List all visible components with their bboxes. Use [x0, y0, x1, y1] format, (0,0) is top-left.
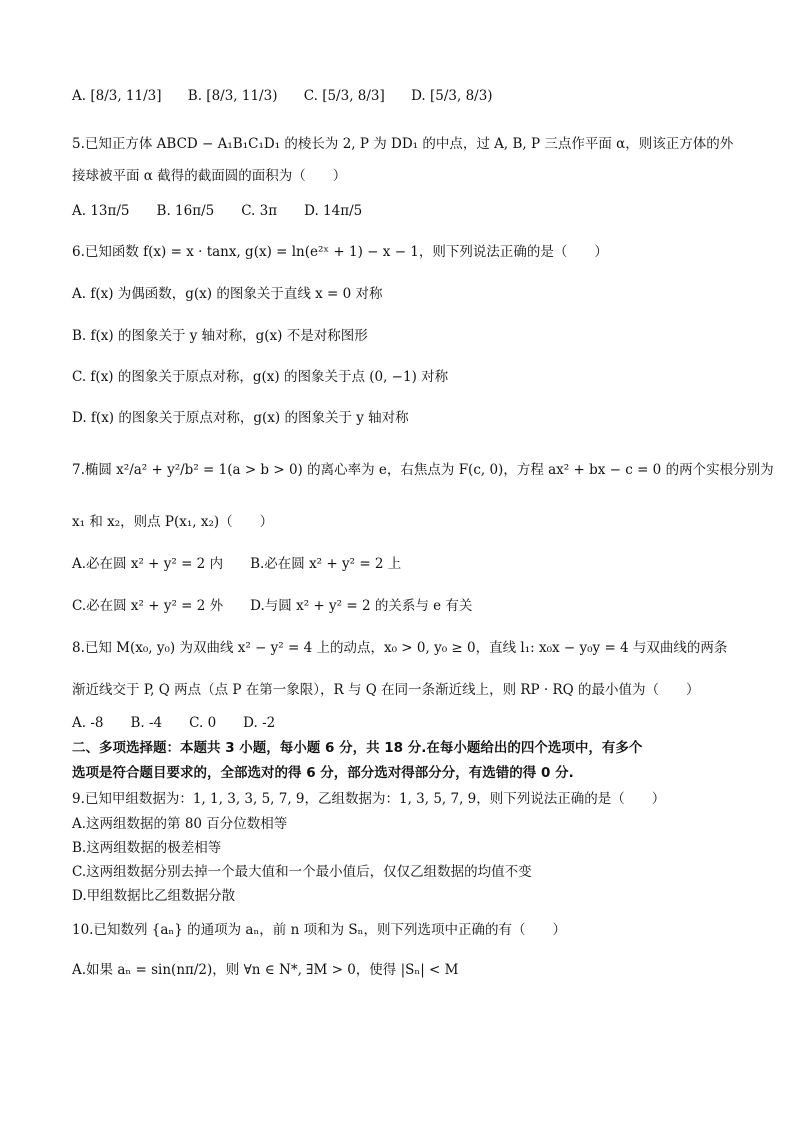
q7-options-row2: C.必在圆 x² + y² = 2 外 D.与圆 x² + y² = 2 的关系与 e 有关 — [72, 598, 473, 614]
q6-stem: 6.已知函数 f(x) = x · tanx, g(x) = ln(e²ˣ + 1) − x − 1，则下列说法正确的是（ ） — [72, 244, 608, 260]
q4-option-d: D. [5/3, 8/3) — [411, 88, 493, 104]
q6-option-c: C. f(x) 的图象关于原点对称，g(x) 的图象关于点 (0, −1) 对称 — [72, 369, 449, 385]
q5-options: A. 13π/5 B. 16π/5 C. 3π D. 14π/5 — [72, 203, 363, 219]
section-2-heading-line1: 二、多项选择题：本题共 3 小题，每小题 6 分，共 18 分.在每小题给出的四个选项中，有多个 — [72, 740, 643, 756]
q4-options — [72, 86, 750, 106]
q8-stem-line1: 8.已知 M(x₀, y₀) 为双曲线 x² − y² = 4 上的动点，x₀ > 0, y₀ ≥ 0，直线 l₁: x₀x − y₀y = 4 与双曲线的两条 — [72, 640, 728, 656]
q6-option-d: D. f(x) 的图象关于原点对称，g(x) 的图象关于 y 轴对称 — [72, 410, 409, 426]
q6-option-a: A. f(x) 为偶函数，g(x) 的图象关于直线 x = 0 对称 — [72, 286, 383, 302]
q10-option-a: A.如果 aₙ = sin(nπ/2)，则 ∀n ∈ N*, ∃M > 0，使得 |Sₙ| < M — [72, 962, 459, 978]
q4-option-c: C. [5/3, 8/3] — [303, 88, 385, 104]
q6-option-b: B. f(x) 的图象关于 y 轴对称，g(x) 不是对称图形 — [72, 328, 368, 344]
q7-options-row1: A.必在圆 x² + y² = 2 内 B.必在圆 x² + y² = 2 上 — [72, 556, 402, 572]
q4-option-a: A. [8/3, 11/3] — [72, 88, 162, 104]
q9-option-b: B.这两组数据的极差相等 — [72, 840, 222, 856]
q7-stem-line2: x₁ 和 x₂，则点 P(x₁, x₂)（ ） — [72, 514, 274, 530]
section-2-heading-line2: 选项是符合题目要求的，全部选对的得 6 分，部分选对得部分分，有选错的得 0 分. — [72, 765, 574, 781]
q8-stem-line2: 渐近线交于 P, Q 两点（点 P 在第一象限），R 与 Q 在同一条渐近线上，则 RP · RQ 的最小值为（ ） — [72, 682, 700, 698]
q10-stem: 10.已知数列 {aₙ} 的通项为 aₙ，前 n 项和为 Sₙ，则下列选项中正确的有（ ） — [72, 922, 566, 938]
q5-stem-line1: 5.已知正方体 ABCD − A₁B₁C₁D₁ 的棱长为 2, P 为 DD₁ 的中点，过 A, B, P 三点作平面 α，则该正方体的外 — [72, 136, 734, 152]
q4-option-b: B. [8/3, 11/3) — [187, 88, 278, 104]
q9-stem: 9.已知甲组数据为：1, 1, 3, 3, 5, 7, 9，乙组数据为：1, 3, 5, 7, 9，则下列说法正确的是（ ） — [72, 791, 666, 807]
q8-options: A. -8 B. -4 C. 0 D. -2 — [72, 715, 276, 731]
q9-option-d: D.甲组数据比乙组数据分散 — [72, 888, 236, 904]
q9-option-c: C.这两组数据分别去掉一个最大值和一个最小值后，仅仅乙组数据的均值不变 — [72, 864, 532, 880]
q7-stem-line1: 7.椭圆 x²/a² + y²/b² = 1(a > b > 0) 的离心率为 e，右焦点为 F(c, 0)，方程 ax² + bx − c = 0 的两个实根分别为 — [72, 462, 774, 478]
q5-stem-line2: 接球被平面 α 截得的截面圆的面积为（ ） — [72, 168, 347, 184]
q9-option-a: A.这两组数据的第 80 百分位数相等 — [72, 816, 288, 832]
